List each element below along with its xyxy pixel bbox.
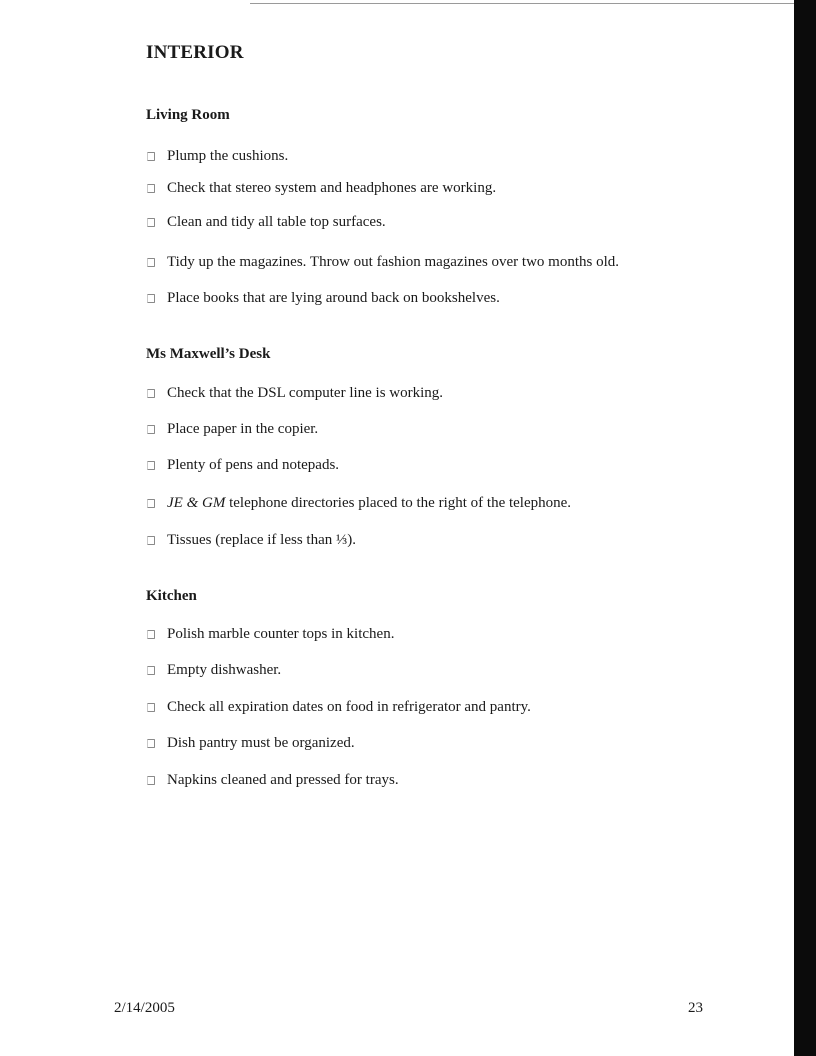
checklist-item	[146, 385, 443, 402]
section-heading-kitchen: Kitchen	[146, 588, 197, 604]
page-number: 23	[688, 1000, 703, 1016]
checkbox-icon[interactable]	[147, 258, 155, 267]
checklist-item	[146, 772, 399, 789]
checklist-item-text: Check all expiration dates on food in refrigerator and pantry.	[167, 699, 531, 715]
checkbox-icon[interactable]	[147, 389, 155, 398]
directory-initials: JE & GM	[167, 495, 226, 511]
checkbox-icon[interactable]	[147, 776, 155, 785]
checkbox-icon[interactable]	[147, 739, 155, 748]
checkbox-icon[interactable]	[147, 536, 155, 545]
top-scan-rule	[250, 3, 796, 4]
checklist-item	[146, 214, 386, 231]
checklist-item	[146, 532, 356, 549]
checkbox-icon[interactable]	[147, 218, 155, 227]
directory-text: telephone directories placed to the right of the telephone.	[229, 495, 572, 511]
checklist-item-text: Dish pantry must be organized.	[167, 735, 355, 751]
checklist-item-text: Polish marble counter tops in kitchen.	[167, 626, 395, 642]
checkbox-icon[interactable]	[147, 294, 155, 303]
checklist-item-text: Plump the cushions.	[167, 148, 289, 164]
checklist-item-text: Check that the DSL computer line is working.	[167, 385, 444, 401]
checklist-item-text: Place books that are lying around back on bookshelves.	[167, 290, 500, 306]
checklist-item	[146, 180, 496, 197]
checklist-item-text: Tissues (replace if less than ⅓).	[167, 532, 356, 548]
checkbox-icon[interactable]	[147, 666, 155, 675]
checklist-item	[146, 290, 500, 307]
checkbox-icon[interactable]	[147, 425, 155, 434]
checklist-item-text: Place paper in the copier.	[167, 421, 319, 437]
checkbox-icon[interactable]	[147, 461, 155, 470]
checklist-item	[146, 421, 318, 438]
checklist-item	[146, 626, 394, 643]
checklist-item-text: Napkins cleaned and pressed for trays.	[167, 772, 399, 788]
checkbox-icon[interactable]	[147, 499, 155, 508]
page-title: INTERIOR	[146, 42, 244, 63]
checklist-item-text: Empty dishwasher.	[167, 662, 282, 678]
scan-edge-bar	[794, 0, 816, 1056]
checkbox-icon[interactable]	[147, 630, 155, 639]
checklist-item	[146, 148, 288, 165]
checkbox-icon[interactable]	[147, 703, 155, 712]
checklist-item	[146, 662, 281, 679]
checklist-item	[146, 254, 619, 271]
section-heading-living-room: Living Room	[146, 107, 230, 123]
checklist-item-text: Check that stereo system and headphones are working.	[167, 180, 497, 196]
footer-date: 2/14/2005	[114, 1000, 175, 1016]
checklist-item	[146, 495, 571, 512]
section-heading-desk: Ms Maxwell’s Desk	[146, 346, 271, 362]
checkbox-icon[interactable]	[147, 184, 155, 193]
checklist-item-text: Clean and tidy all table top surfaces.	[167, 214, 386, 230]
checklist-item	[146, 457, 339, 474]
checklist-item-text: Plenty of pens and notepads.	[167, 457, 340, 473]
checklist-item-text: Tidy up the magazines. Throw out fashion magazines over two months old.	[167, 254, 620, 270]
checklist-item	[146, 699, 531, 716]
checkbox-icon[interactable]	[147, 152, 155, 161]
checklist-item-text	[167, 495, 571, 512]
checklist-item	[146, 735, 355, 752]
